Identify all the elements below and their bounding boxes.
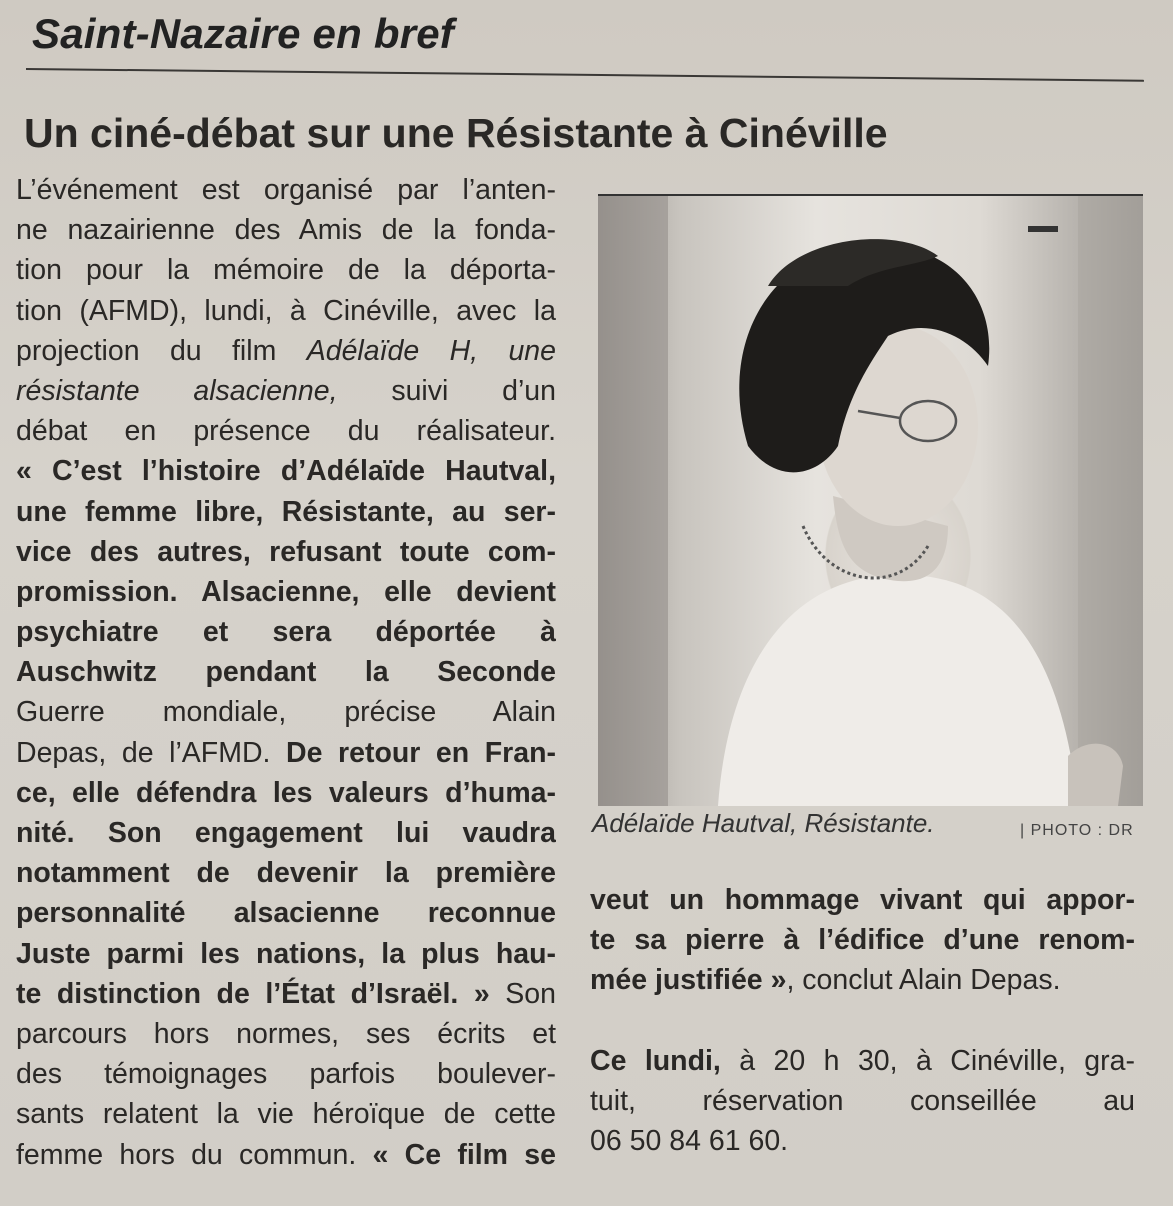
text-segment: nité. Son engagement lui vaudra — [16, 817, 556, 849]
text-segment: promission. Alsacienne, elle devient — [16, 575, 556, 608]
text-segment: te distinction de l’État d’Israël. » — [16, 977, 490, 1010]
text-segment: Depas, de l’AFMD. — [16, 736, 287, 769]
article-text-line — [590, 1081, 1135, 1121]
text-segment: psychiatre et sera déportée à — [16, 616, 556, 649]
photo-credit: | PHOTO : DR — [1020, 822, 1134, 839]
article-photo — [598, 194, 1143, 806]
article-text-line — [16, 210, 556, 250]
text-segment: des témoignages parfois boulever- — [16, 1058, 556, 1091]
article-text-line — [16, 371, 556, 411]
article-text-line — [16, 451, 556, 491]
article-text-line — [16, 1014, 556, 1054]
article-text-line — [16, 250, 556, 290]
section-rule — [26, 68, 1144, 82]
text-segment: sants relatent la vie héroïque de cette — [16, 1098, 556, 1131]
section-title: Saint-Nazaire en bref — [32, 10, 454, 57]
text-segment: précise Alain — [344, 696, 556, 729]
article-text-line — [16, 1094, 556, 1134]
text-segment: projection du film — [16, 334, 307, 367]
text-segment: 06 50 84 61 60. — [590, 1125, 789, 1158]
text-segment: Ce lundi, — [590, 1044, 721, 1077]
article-text-line — [16, 853, 556, 893]
article-column-left — [16, 170, 556, 1175]
article-text-line — [16, 1135, 556, 1175]
text-segment: tion (AFMD), lundi, à Cinéville, avec la — [16, 294, 556, 327]
article-text-line — [16, 532, 556, 572]
text-segment: notamment de devenir la première — [16, 857, 556, 890]
article-text-line — [16, 331, 556, 371]
photo-caption: Adélaïde Hautval, Résistante. — [592, 808, 935, 838]
article-text-line — [16, 692, 556, 732]
text-segment: ne nazairienne des Amis de la fonda- — [16, 214, 556, 247]
text-segment: suivi d’un — [337, 374, 556, 407]
text-segment: personnalité alsacienne reconnue — [16, 897, 556, 930]
text-segment: te sa pierre à l’édifice d’une renom- — [590, 924, 1135, 957]
article-text-line — [16, 733, 556, 773]
article-text-line — [16, 572, 556, 612]
paragraph-spacer — [590, 1001, 1135, 1041]
text-segment: débat en présence du réalisateur. — [16, 415, 556, 448]
article-text-line — [16, 652, 556, 692]
text-segment: De retour en Fran- — [286, 736, 556, 769]
article-text-line — [590, 920, 1135, 960]
article-text-line — [590, 960, 1135, 1000]
text-segment: femme hors du commun. — [16, 1138, 373, 1171]
article-text-line — [16, 893, 556, 933]
text-segment: « C’est l’histoire d’Adélaïde Hautval, — [16, 455, 556, 488]
text-segment: veut un hommage vivant qui appor- — [590, 884, 1135, 916]
text-segment: tuit, réservation conseillée au — [590, 1084, 1135, 1117]
article-text-line — [16, 612, 556, 652]
text-segment: L’événement est organisé par l’anten- — [16, 174, 556, 206]
text-segment: , conclut Alain Depas. — [786, 964, 1061, 997]
article-column-right — [590, 880, 1135, 1161]
text-segment: à 20 h 30, à Cinéville, gra- — [720, 1044, 1135, 1077]
article-text-line — [16, 813, 556, 853]
text-segment: ce, elle défendra les valeurs d’huma- — [16, 776, 556, 809]
text-segment: Juste parmi les nations, la plus hau- — [16, 937, 556, 970]
text-segment: une femme libre, Résistante, au ser- — [16, 495, 556, 528]
text-segment: tion pour la mémoire de la déporta- — [16, 254, 556, 287]
text-segment: Auschwitz pendant la Seconde — [16, 656, 556, 689]
text-segment: « Ce film se — [372, 1138, 556, 1171]
text-segment: Adélaïde H, une — [306, 334, 556, 367]
text-segment: Son — [489, 977, 556, 1010]
article-text-line — [16, 974, 556, 1014]
article-text-line — [590, 1121, 1135, 1161]
text-segment: mée justifiée » — [590, 964, 787, 997]
article-text-line — [16, 773, 556, 813]
article-text-line — [16, 411, 556, 451]
text-segment: résistante alsacienne, — [16, 374, 338, 407]
article-headline: Un ciné-débat sur une Résistante à Cinéville — [24, 110, 888, 156]
text-segment: vice des autres, refusant toute com- — [16, 535, 556, 568]
text-segment: Guerre mondiale, — [16, 696, 345, 729]
article-text-line — [16, 492, 556, 532]
portrait-illustration — [598, 196, 1143, 806]
article-text-line — [16, 934, 556, 974]
article-text-line — [16, 1054, 556, 1094]
article-text-line — [590, 1041, 1135, 1081]
article-text-line — [16, 170, 556, 210]
article-text-line — [590, 880, 1135, 920]
article-text-line — [16, 291, 556, 331]
text-segment: parcours hors normes, ses écrits et — [16, 1017, 556, 1050]
